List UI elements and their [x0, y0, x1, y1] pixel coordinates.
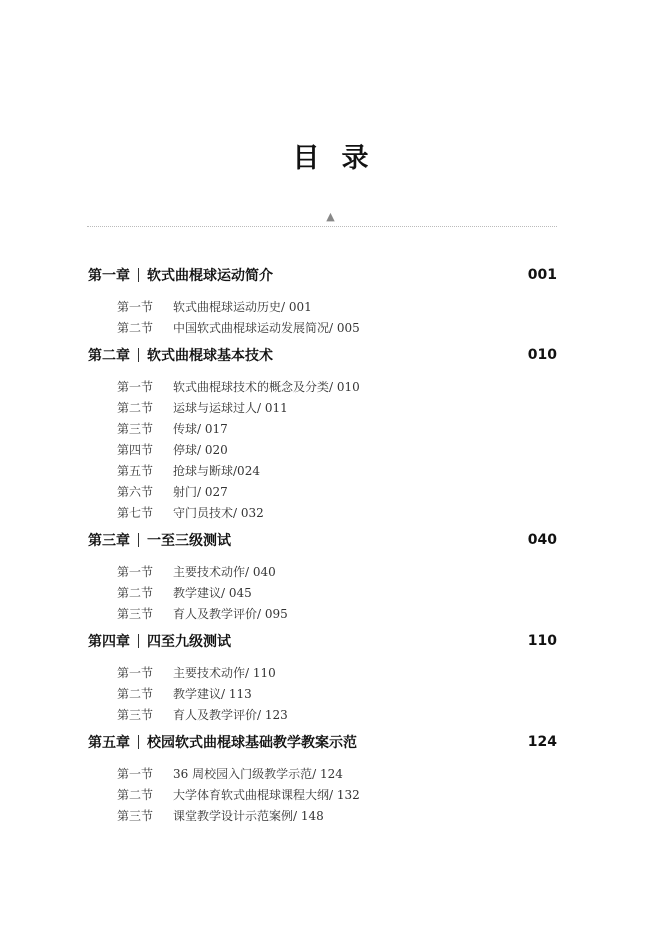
section-number: 第一节	[117, 666, 154, 680]
section-title: 大学体育软式曲棍球课程大纲	[173, 788, 330, 802]
chapter-number: 第二章	[88, 347, 130, 364]
section-number: 第三节	[117, 809, 154, 823]
section-list	[88, 562, 557, 625]
section-title: 36 周校园入门级教学示范	[173, 767, 313, 781]
section-page-number: / 017	[197, 422, 228, 436]
chapter-title: 一至三级测试	[147, 532, 231, 549]
section-entry[interactable]	[88, 440, 557, 461]
chapter-entry	[88, 531, 557, 625]
section-title: 守门员技术	[173, 506, 234, 520]
section-number: 第一节	[117, 380, 154, 394]
section-number: 第一节	[117, 300, 154, 314]
section-entry[interactable]	[88, 705, 557, 726]
chapter-heading[interactable]	[88, 346, 557, 363]
section-number: 第二节	[117, 586, 154, 600]
chapter-separator	[138, 348, 139, 362]
section-list	[88, 663, 557, 726]
chapter-title: 软式曲棍球运动简介	[147, 267, 273, 284]
chapter-entry	[88, 733, 557, 827]
chapter-heading[interactable]	[88, 733, 557, 750]
section-entry[interactable]	[88, 583, 557, 604]
section-entry[interactable]	[88, 503, 557, 524]
section-number: 第七节	[117, 506, 154, 520]
section-entry[interactable]	[88, 684, 557, 705]
section-entry[interactable]	[88, 461, 557, 482]
section-number: 第四节	[117, 443, 154, 457]
section-title: 软式曲棍球技术的概念及分类	[173, 380, 330, 394]
chapter-separator	[138, 533, 139, 547]
section-title: 教学建议	[173, 687, 222, 701]
section-title: 抢球与断球	[173, 464, 234, 478]
section-list	[88, 377, 557, 524]
section-entry[interactable]	[88, 785, 557, 806]
chapter-entry	[88, 632, 557, 726]
section-number: 第二节	[117, 321, 154, 335]
section-list	[88, 297, 557, 339]
section-entry[interactable]	[88, 806, 557, 827]
chapter-heading[interactable]	[88, 531, 557, 548]
section-number: 第三节	[117, 607, 154, 621]
section-title: 运球与运球过人	[173, 401, 258, 415]
section-title: 主要技术动作	[173, 666, 246, 680]
chapter-page-number: 124	[527, 733, 557, 750]
table-of-contents	[88, 266, 557, 827]
section-entry[interactable]	[88, 419, 557, 440]
section-title: 传球	[173, 422, 198, 436]
section-title: 育人及教学评价	[173, 607, 258, 621]
chapter-separator	[138, 735, 139, 749]
section-entry[interactable]	[88, 398, 557, 419]
chapter-separator	[138, 268, 139, 282]
section-title: 停球	[173, 443, 198, 457]
section-number: 第二节	[117, 687, 154, 701]
chapter-number: 第五章	[88, 734, 130, 751]
section-page-number: / 001	[281, 300, 312, 314]
section-number: 第二节	[117, 401, 154, 415]
triangle-ornament-icon: ▲	[326, 210, 335, 223]
section-entry[interactable]	[88, 318, 557, 339]
section-entry[interactable]	[88, 562, 557, 583]
section-page-number: / 032	[233, 506, 264, 520]
chapter-page-number: 040	[527, 531, 557, 548]
chapter-number: 第三章	[88, 532, 130, 549]
chapter-title: 软式曲棍球基本技术	[147, 347, 273, 364]
section-page-number: / 095	[257, 607, 288, 621]
section-page-number: / 040	[245, 565, 276, 579]
section-page-number: / 045	[221, 586, 252, 600]
chapter-entry	[88, 346, 557, 524]
section-number: 第三节	[117, 422, 154, 436]
section-page-number: / 124	[312, 767, 343, 781]
section-title: 课堂教学设计示范案例	[173, 809, 294, 823]
section-number: 第三节	[117, 708, 154, 722]
section-title: 射门	[173, 485, 198, 499]
chapter-separator	[138, 634, 139, 648]
section-entry[interactable]	[88, 604, 557, 625]
chapter-number: 第四章	[88, 633, 130, 650]
chapter-heading[interactable]	[88, 266, 557, 283]
chapter-page-number: 110	[527, 632, 557, 649]
section-number: 第一节	[117, 565, 154, 579]
section-page-number: / 148	[293, 809, 324, 823]
section-page-number: / 011	[257, 401, 288, 415]
chapter-number: 第一章	[88, 267, 130, 284]
section-number: 第一节	[117, 767, 154, 781]
chapter-title: 校园软式曲棍球基础教学教案示范	[147, 734, 357, 751]
section-page-number: / 010	[329, 380, 360, 394]
section-title: 主要技术动作	[173, 565, 246, 579]
chapter-heading[interactable]	[88, 632, 557, 649]
section-entry[interactable]	[88, 297, 557, 318]
section-title: 教学建议	[173, 586, 222, 600]
chapter-title: 四至九级测试	[147, 633, 231, 650]
section-page-number: / 113	[221, 687, 252, 701]
page-title: 目录	[292, 143, 391, 174]
section-page-number: /024	[233, 464, 260, 478]
section-page-number: / 123	[257, 708, 288, 722]
section-entry[interactable]	[88, 663, 557, 684]
section-title: 育人及教学评价	[173, 708, 258, 722]
section-title: 软式曲棍球运动历史	[173, 300, 282, 314]
chapter-entry	[88, 266, 557, 339]
section-page-number: / 027	[197, 485, 228, 499]
chapter-page-number: 001	[527, 266, 557, 283]
section-number: 第二节	[117, 788, 154, 802]
divider	[87, 226, 557, 227]
chapter-page-number: 010	[527, 346, 557, 363]
section-number: 第五节	[117, 464, 154, 478]
section-entry[interactable]	[88, 482, 557, 503]
section-page-number: / 132	[329, 788, 360, 802]
section-title: 中国软式曲棍球运动发展简况	[173, 321, 330, 335]
section-page-number: / 110	[245, 666, 276, 680]
section-page-number: / 005	[329, 321, 360, 335]
section-number: 第六节	[117, 485, 154, 499]
section-page-number: / 020	[197, 443, 228, 457]
section-entry[interactable]	[88, 377, 557, 398]
section-entry[interactable]	[88, 764, 557, 785]
section-list	[88, 764, 557, 827]
